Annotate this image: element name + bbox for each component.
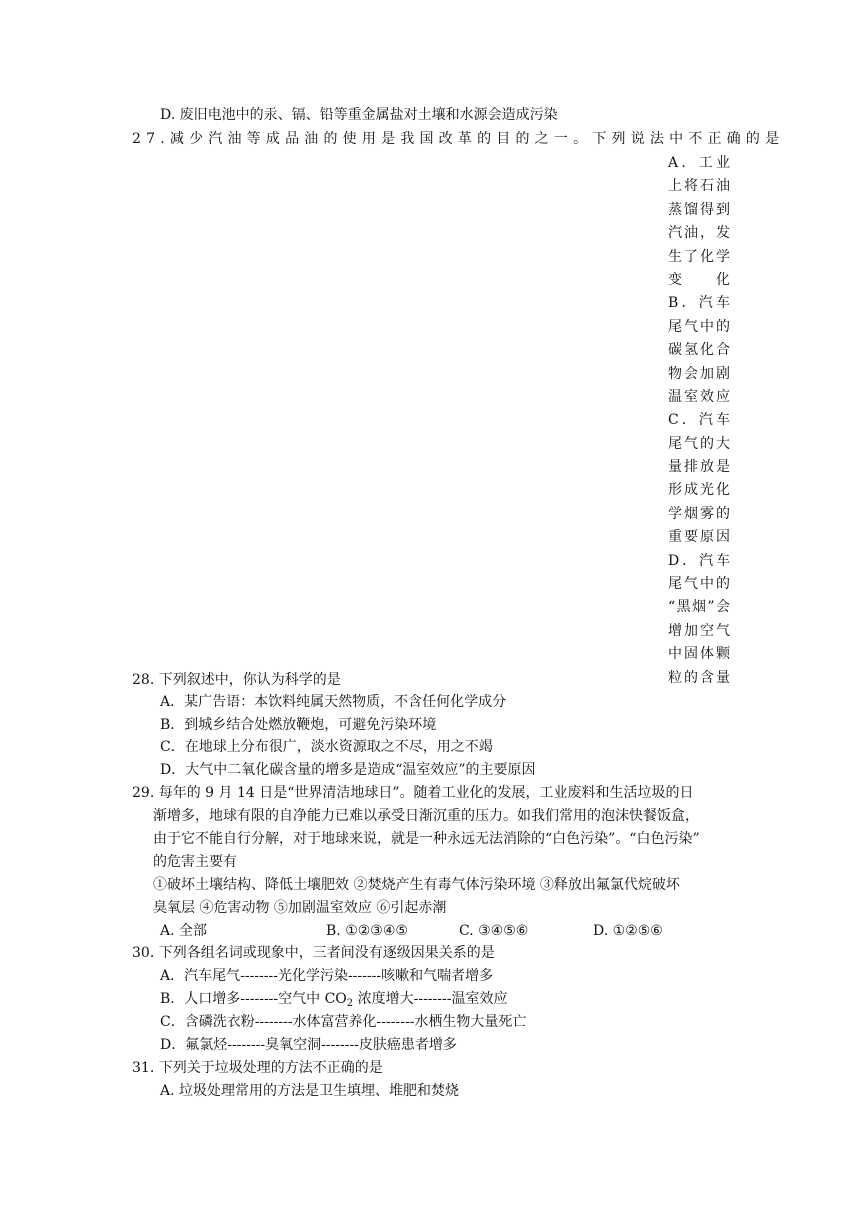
q27-column-line: 尾气中的 — [668, 576, 730, 593]
q30-option-b-post: 浓度增大--------温室效应 — [353, 991, 508, 1007]
q26-option-d: D. 废旧电池中的汞、镉、铅等重金属盐对土壤和水源会造成污染 — [160, 107, 558, 123]
q27-column-line: 增加空气 — [668, 622, 730, 639]
q29-items-line-1: ①破坏土壤结构、降低土壤肥效 ②焚烧产生有毒气体污染环境 ③释放出氟氯代烷破坏 — [153, 877, 680, 893]
q27-column-line: 尾气中的 — [668, 318, 730, 335]
q28-option-b: B．到城乡结合处燃放鞭炮，可避免污染环境 — [160, 717, 437, 733]
q27-column-line: 变 化 — [668, 271, 730, 288]
co2-subscript: 2 — [346, 998, 354, 1009]
q29-stem-line-4: 的危害主要有 — [153, 854, 237, 870]
q30-option-b-pre: B．人口增多--------空气中 CO — [160, 991, 347, 1007]
q29-items-line-2: 臭氧层 ④危害动物 ⑤加剧温室效应 ⑥引起赤潮 — [153, 900, 447, 916]
q29-stem-line-2: 渐增多，地球有限的自净能力已难以承受日渐沉重的压力。如我们常用的泡沫快餐饭盒， — [153, 808, 699, 824]
q27-column-line: 蒸馏得到 — [668, 201, 730, 218]
q27-column-line: 学烟雾的 — [668, 505, 730, 522]
q27-column-line: C．汽车 — [668, 412, 730, 429]
q27-column-line: A．工业 — [668, 155, 730, 171]
q27-column-line: 碳氢化合 — [668, 342, 730, 359]
q27-column-line: 上将石油 — [668, 178, 730, 195]
q31-option-a: A. 垃圾处理常用的方法是卫生填埋、堆肥和焚烧 — [160, 1083, 460, 1099]
q30-option-d: D．氟氯烃--------臭氧空洞--------皮肤癌患者增多 — [160, 1037, 457, 1053]
q29-option-c: C. ③④⑤⑥ — [459, 923, 529, 939]
q27-column-line: 生了化学 — [668, 248, 730, 265]
q29-option-b: B. ①②③④⑤ — [326, 923, 408, 939]
q29-stem-line-1: 29. 每年的 9 月 14 日是“世界清洁地球日”。随着工业化的发展，工业废料和生活垃圾的日 — [132, 785, 694, 801]
q27-stem: 27.减少汽油等成品油的使用是我国改革的目的之一。下列说法中不正确的是 — [132, 131, 785, 147]
q29-stem-line-3: 由于它不能自行分解，对于地球来说，就是一种永远无法消除的“白色污染”。“白色污染” — [153, 831, 700, 847]
q28-stem: 28. 下列叙述中，你认为科学的是 — [132, 672, 341, 688]
q27-options-column — [668, 152, 730, 690]
q29-option-a: A. 全部 — [160, 923, 208, 939]
q28-option-a: A．某广告语：本饮料纯属天然物质，不含任何化学成分 — [160, 694, 507, 710]
q27-column-line: 重要原因 — [668, 529, 730, 546]
q30-option-c: C．含磷洗衣粉--------水体富营养化--------水栖生物大量死亡 — [160, 1014, 527, 1030]
q31-stem: 31. 下列关于垃圾处理的方法不正确的是 — [132, 1060, 383, 1076]
q27-column-line: 尾气的大 — [668, 435, 730, 452]
q27-column-line: 形成光化 — [668, 482, 730, 499]
q27-column-line: D．汽车 — [668, 552, 730, 569]
q30-stem: 30. 下列各组名词或现象中，三者间没有逐级因果关系的是 — [132, 945, 495, 961]
q27-column-line: B．汽车 — [668, 295, 730, 312]
q28-option-d: D．大气中二氧化碳含量的增多是造成“温室效应”的主要原因 — [160, 762, 536, 778]
q27-column-line: 温室效应 — [668, 388, 730, 405]
q27-column-line: 粒的含量 — [668, 669, 730, 686]
q30-option-a: A．汽车尾气--------光化学污染-------咳嗽和气喘者增多 — [160, 968, 494, 984]
q30-option-b — [160, 988, 507, 1010]
q27-column-line: 物会加剧 — [668, 365, 730, 382]
q29-option-d: D. ①②⑤⑥ — [593, 923, 663, 939]
q28-option-c: C．在地球上分布很广，淡水资源取之不尽，用之不竭 — [160, 739, 493, 755]
q27-column-line: 汽油，发 — [668, 225, 730, 242]
q27-column-line: “黑烟”会 — [668, 599, 730, 616]
q27-column-line: 量排放是 — [668, 459, 730, 476]
q27-column-line: 中固体颗 — [668, 646, 730, 663]
